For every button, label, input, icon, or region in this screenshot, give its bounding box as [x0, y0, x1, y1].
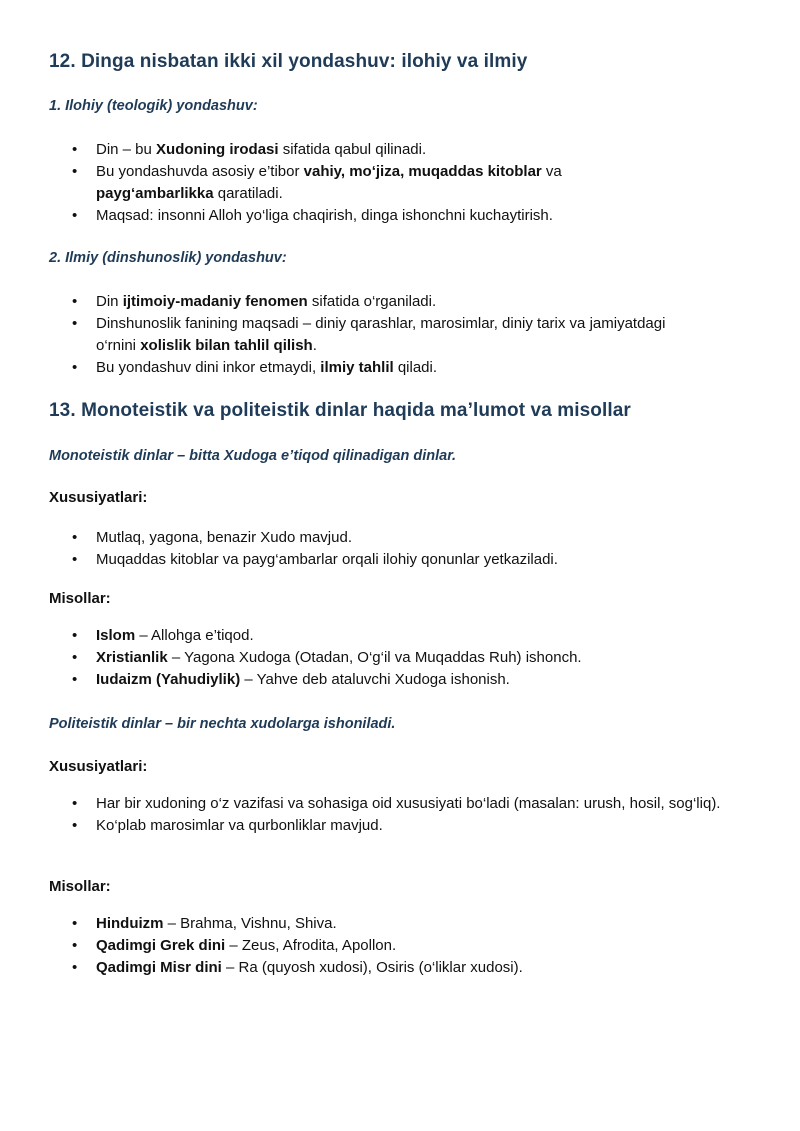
- item-text: qiladi.: [393, 359, 438, 376]
- item-bold-text: Qadimgi Misr dini: [96, 959, 222, 976]
- list-item: [49, 913, 760, 935]
- item-text: Dinshunoslik fanining maqsadi – diniy qarashlar, marosimlar, diniy tarix va jamiyatdagi o‘rnini: [96, 315, 666, 354]
- label-block: [49, 488, 760, 508]
- item-bold-text: ilmiy tahlil: [320, 359, 394, 376]
- item-text: sifatida qabul qilinadi.: [278, 141, 427, 158]
- features-label: Xususiyatlari:: [49, 758, 148, 775]
- item-bold-text: ijtimoiy-madaniy fenomen: [122, 293, 308, 310]
- features-label: Xususiyatlari:: [49, 489, 148, 506]
- item-text: Bu yondashuv dini inkor etmaydi,: [96, 359, 321, 376]
- subsection-heading-block: [49, 248, 760, 268]
- item-text: – Yagona Xudoga (Otadan, O‘g‘il va Muqaddas Ruh) ishonch.: [167, 649, 582, 666]
- item-text: .: [312, 337, 317, 354]
- section-heading: 13. Monoteistik va politeistik dinlar haqida ma’lumot va misollar: [49, 400, 631, 421]
- subsection-heading-block: [49, 446, 760, 466]
- list-item: [49, 669, 760, 691]
- subsection-heading: 1. Ilohiy (teologik) yondashuv:: [49, 98, 258, 114]
- list-item: • Har bir xudoning o‘z vazifasi va sohasiga oid xususiyati bo‘ladi (masalan: urush, hosil, sog‘liq).: [49, 793, 760, 815]
- subsection-heading-block: [49, 714, 760, 734]
- item-bold-text: Islom: [96, 627, 136, 644]
- bullet-list: [49, 913, 760, 979]
- item-text: Bu yondashuvda asosiy e’tibor: [96, 163, 304, 180]
- item-bold-text: vahiy, mo‘jiza, muqaddas kitoblar: [303, 163, 542, 180]
- item-bold-text: payg‘ambarlikka: [96, 185, 214, 202]
- section-13-heading-block: [49, 399, 760, 423]
- item-text: Maqsad: insonni Alloh yo‘liga chaqirish, dinga ishonchni kuchaytirish.: [96, 207, 553, 224]
- subsection-heading-block: [49, 96, 760, 116]
- list-item: [49, 161, 760, 205]
- list-item: • Muqaddas kitoblar va payg‘ambarlar orqali ilohiy qonunlar yetkaziladi.: [49, 549, 760, 571]
- list-item: [49, 935, 760, 957]
- item-bold-text: Xudoning irodasi: [156, 141, 279, 158]
- bullet-list: [49, 139, 760, 227]
- list-item: [49, 291, 760, 313]
- item-bold-text: Qadimgi Grek dini: [96, 937, 226, 954]
- list-item: • Ko‘plab marosimlar va qurbonliklar mavjud.: [49, 815, 760, 837]
- list-item: [49, 313, 760, 357]
- item-text: – Yahve deb ataluvchi Xudoga ishonish.: [240, 671, 510, 688]
- list-item: [49, 139, 760, 161]
- item-text: Din: [96, 293, 123, 310]
- item-text: va: [541, 163, 562, 180]
- item-bold-text: Hinduizm: [96, 915, 164, 932]
- item-bold-text: Xristianlik: [96, 649, 168, 666]
- list-item: • Mutlaq, yagona, benazir Xudo mavjud.: [49, 527, 760, 549]
- bullet-list: [49, 793, 760, 837]
- examples-label: Misollar:: [49, 590, 111, 607]
- bullet-list: [49, 291, 760, 379]
- item-bold-text: Iudaizm (Yahudiylik): [96, 671, 241, 688]
- item-text: Din – bu: [96, 141, 157, 158]
- subsection-heading: Politeistik dinlar – bir nechta xudolarga ishoniladi.: [49, 716, 396, 732]
- item-text: – Allohga e’tiqod.: [135, 627, 254, 644]
- list-item: [49, 357, 760, 379]
- item-text: sifatida o‘rganiladi.: [307, 293, 437, 310]
- label-block: [49, 877, 760, 897]
- item-text: – Ra (quyosh xudosi), Osiris (o‘liklar xudosi).: [221, 959, 523, 976]
- subsection-heading: Monoteistik dinlar – bitta Xudoga e’tiqod qilinadigan dinlar.: [49, 448, 457, 464]
- label-block: [49, 757, 760, 777]
- bullet-list: [49, 625, 760, 691]
- list-item: [49, 625, 760, 647]
- item-text: qaratiladi.: [213, 185, 283, 202]
- list-item: [49, 205, 760, 227]
- examples-label: Misollar:: [49, 878, 111, 895]
- section-12-heading-block: [49, 50, 760, 74]
- bullet-list: [49, 527, 760, 571]
- item-text: – Zeus, Afrodita, Apollon.: [225, 937, 397, 954]
- list-item: [49, 647, 760, 669]
- subsection-heading: 2. Ilmiy (dinshunoslik) yondashuv:: [49, 250, 287, 266]
- section-heading: 12. Dinga nisbatan ikki xil yondashuv: ilohiy va ilmiy: [49, 51, 528, 72]
- list-item: [49, 957, 760, 979]
- item-text: – Brahma, Vishnu, Shiva.: [163, 915, 337, 932]
- item-bold-text: xolislik bilan tahlil qilish: [140, 337, 313, 354]
- label-block: [49, 589, 760, 609]
